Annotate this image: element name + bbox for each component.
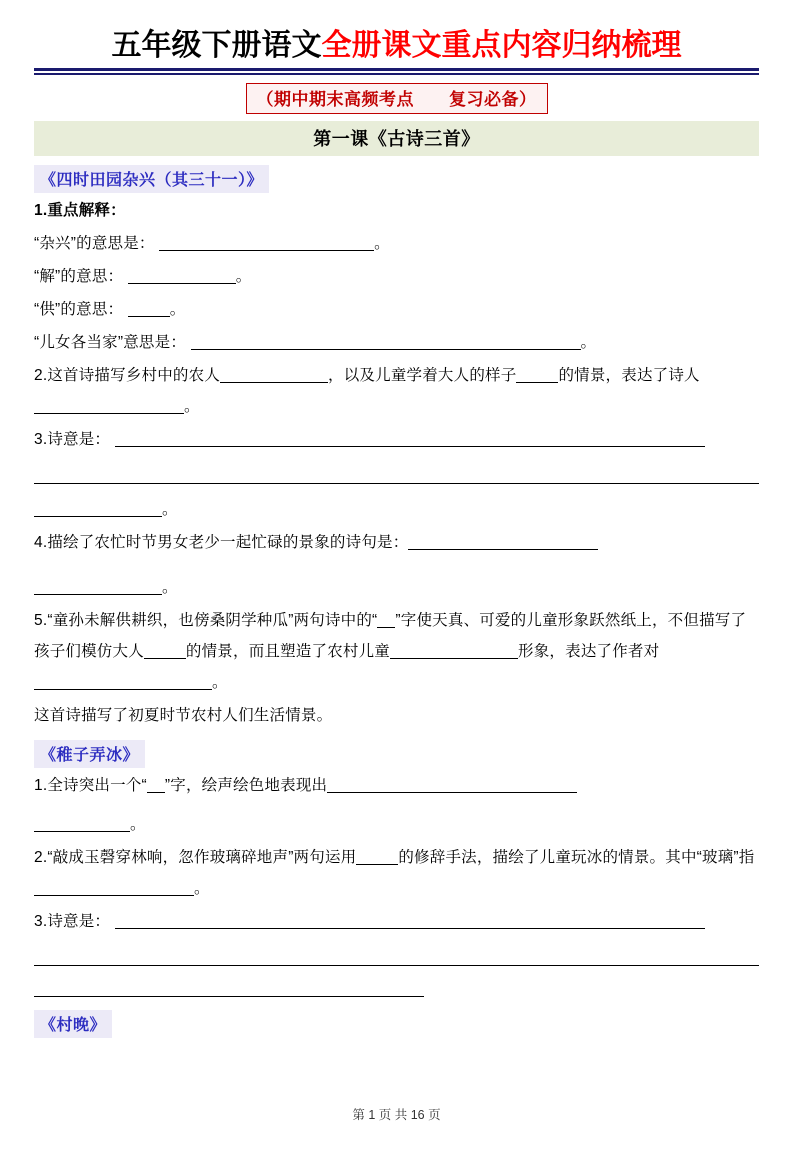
period-mark: 。 — [162, 578, 178, 596]
question-3-text: 3.诗意是： — [34, 430, 111, 448]
question-2 — [34, 360, 759, 422]
answer-blank — [128, 283, 236, 284]
answer-blank — [220, 382, 328, 383]
poem-heading-1: 《四时田园杂兴（其三十一）》 — [34, 165, 269, 193]
answer-blank — [191, 349, 581, 350]
question-1c — [34, 294, 759, 325]
question-3-tail — [34, 494, 759, 525]
question-1a — [34, 228, 759, 259]
period-mark: 。 — [374, 234, 390, 252]
s2-question-1-tail — [34, 809, 759, 840]
period-mark: 。 — [212, 673, 228, 691]
question-5-text-c: 的情景，而且塑造了农村儿童 — [185, 642, 391, 660]
question-2-text-c: 的情景，表达了诗人 — [558, 366, 700, 384]
question-1c-text: “供”的意思： — [34, 300, 124, 318]
answer-blank — [144, 658, 186, 659]
answer-blank — [327, 792, 577, 793]
answer-blank — [115, 928, 705, 929]
title-block — [34, 26, 759, 75]
period-mark: 。 — [184, 397, 200, 415]
summary-line-1: 这首诗描写了初夏时节农村人们生活情景。 — [34, 706, 333, 724]
answer-blank — [128, 316, 170, 317]
answer-blank — [34, 831, 130, 832]
answer-blank — [34, 413, 184, 414]
answer-blank — [34, 689, 212, 690]
question-1d-text: “儿女各当家”意思是： — [34, 333, 187, 351]
answer-rule — [34, 996, 424, 997]
poem-heading-3: 《村晚》 — [34, 1010, 112, 1038]
subtitle-badge: （期中期末高频考点 复习必备） — [246, 83, 548, 114]
title-divider-thin — [34, 73, 759, 75]
answer-rule — [34, 483, 759, 484]
answer-blank — [115, 446, 705, 447]
s2-question-1 — [34, 770, 759, 801]
page-title — [34, 26, 759, 66]
question-2-text-b: ，以及儿童学着大人的样子 — [328, 366, 517, 384]
question-1-label: 1.重点解释： — [34, 201, 126, 219]
question-2-text-a: 2.这首诗描写乡村中的农人 — [34, 366, 221, 384]
question-1b — [34, 261, 759, 292]
period-mark: 。 — [235, 267, 252, 285]
title-segment-black: 五年级下册语文 — [111, 29, 322, 62]
question-1b-text: “解”的意思： — [34, 267, 124, 285]
s2-question-1-text-b: ”字，绘声绘色地表现出 — [164, 776, 328, 794]
question-1d — [34, 327, 759, 358]
answer-blank — [390, 658, 518, 659]
title-segment-red: 全册课文重点内容归纳梳理 — [321, 29, 682, 62]
section-poem-2 — [34, 731, 759, 997]
question-3 — [34, 424, 759, 455]
answer-rule — [34, 965, 759, 966]
answer-blank — [516, 382, 558, 383]
lesson-banner: 第一课《古诗三首》 — [34, 121, 759, 156]
answer-blank — [159, 250, 374, 251]
period-mark: 。 — [162, 500, 178, 518]
period-mark: 。 — [580, 333, 597, 351]
s2-question-2-text-a: 2.“敲成玉磬穿林响，忽作玻璃碎地声”两句运用 — [34, 848, 357, 866]
question-5-text-b: ”字使天真、可爱的儿童形象跃然纸上，不但描写了孩子们模仿大人 — [34, 611, 747, 660]
question-4-text: 4.描绘了农忙时节男女老少一起忙碌的景象的诗句是： — [34, 533, 409, 551]
answer-blank — [147, 792, 165, 793]
s2-question-2-text-b: 的修辞手法，描绘了儿童玩冰的情景。其中“玻璃”指 — [398, 848, 755, 866]
poem-heading-2: 《稚子弄冰》 — [34, 740, 145, 768]
answer-blank — [377, 627, 395, 628]
subtitle-row — [34, 83, 759, 114]
question-5 — [34, 605, 759, 698]
period-mark: 。 — [194, 879, 210, 897]
question-4-tail — [34, 572, 759, 603]
answer-blank — [34, 516, 162, 517]
question-5-text-d: 形象，表达了作者对 — [518, 642, 660, 660]
s2-question-3-text: 3.诗意是： — [34, 912, 111, 930]
question-5-text-a: 5.“童孙未解供耕织，也傍桑阴学种瓜”两句诗中的“ — [34, 611, 378, 629]
section-poem-1 — [34, 156, 759, 731]
period-mark: 。 — [130, 815, 146, 833]
section-poem-3 — [34, 1001, 759, 1038]
s2-question-3 — [34, 906, 759, 937]
question-1a-text: “杂兴”的意思是： — [34, 234, 155, 252]
title-divider-thick — [34, 68, 759, 71]
answer-blank — [356, 864, 398, 865]
s2-question-1-text-a: 1.全诗突出一个“ — [34, 776, 147, 794]
answer-blank — [408, 549, 598, 550]
question-4 — [34, 527, 759, 558]
answer-blank — [34, 895, 194, 896]
answer-blank — [34, 594, 162, 595]
period-mark: 。 — [169, 300, 186, 318]
page-footer: 第 1 页 共 16 页 — [352, 1108, 441, 1122]
s2-question-2 — [34, 842, 759, 904]
